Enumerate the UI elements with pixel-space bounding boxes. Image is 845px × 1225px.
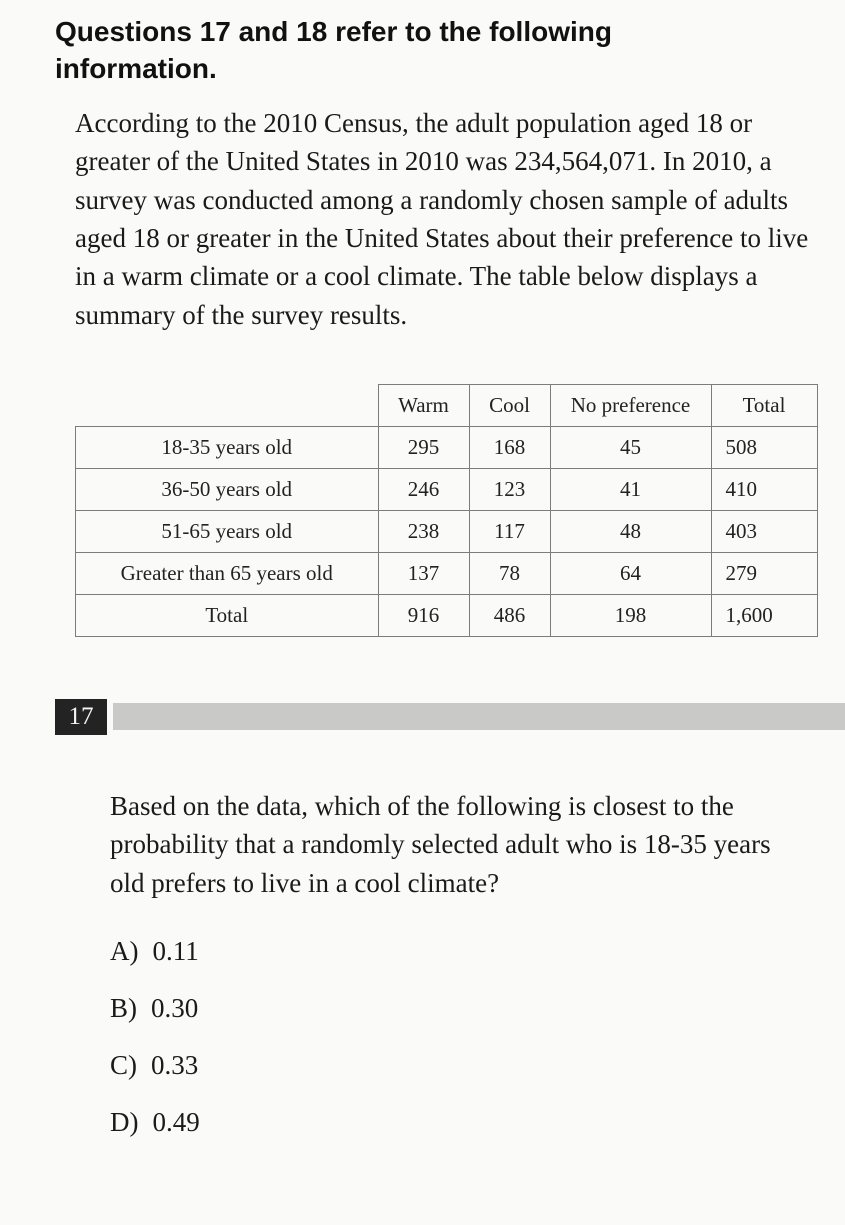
choice-a xyxy=(110,936,845,967)
choice-d xyxy=(110,1107,845,1138)
choice-b-value: 0.30 xyxy=(151,992,199,1023)
choice-a-value: 0.11 xyxy=(152,935,199,966)
table-cell: 123 xyxy=(469,468,550,510)
row-label: Total xyxy=(76,594,379,636)
table-header-row xyxy=(76,384,818,426)
section-heading: Questions 17 and 18 refer to the following information. xyxy=(55,16,612,84)
table-cell: 246 xyxy=(378,468,469,510)
table-cell: 48 xyxy=(550,510,711,552)
table-cell: 916 xyxy=(378,594,469,636)
table-cell: 295 xyxy=(378,426,469,468)
row-label: 18-35 years old xyxy=(76,426,379,468)
table-cell: 238 xyxy=(378,510,469,552)
table-cell: 198 xyxy=(550,594,711,636)
table-row xyxy=(76,510,818,552)
table-row xyxy=(76,552,818,594)
table-cell: 45 xyxy=(550,426,711,468)
table-cell: 137 xyxy=(378,552,469,594)
choice-c xyxy=(110,1050,845,1081)
row-label: Greater than 65 years old xyxy=(76,552,379,594)
column-header-no-preference: No preference xyxy=(550,384,711,426)
column-header-warm: Warm xyxy=(378,384,469,426)
table-cell: 64 xyxy=(550,552,711,594)
column-header-total: Total xyxy=(711,384,817,426)
table-cell: 168 xyxy=(469,426,550,468)
choice-d-value: 0.49 xyxy=(152,1106,200,1137)
choice-b-letter: B) xyxy=(110,992,137,1023)
row-label: 36-50 years old xyxy=(76,468,379,510)
table-cell: 486 xyxy=(469,594,550,636)
table-cell: 41 xyxy=(550,468,711,510)
choice-c-letter: C) xyxy=(110,1049,137,1080)
question-number-bar xyxy=(0,699,845,735)
table-cell: 410 xyxy=(711,468,817,510)
table-row-total xyxy=(76,594,818,636)
row-label: 51-65 years old xyxy=(76,510,379,552)
table-blank-corner xyxy=(76,384,379,426)
answer-choices xyxy=(110,936,845,1138)
question-number-badge: 17 xyxy=(55,699,107,735)
question-text: Based on the data, which of the following is closest to the probability that a randomly selected adult who is 18-35 years old prefers to live in a cool climate? xyxy=(110,790,771,898)
choice-d-letter: D) xyxy=(110,1106,139,1137)
table-cell: 508 xyxy=(711,426,817,468)
choice-c-value: 0.33 xyxy=(151,1049,199,1080)
survey-table xyxy=(75,384,818,637)
choice-b xyxy=(110,993,845,1024)
table-cell: 279 xyxy=(711,552,817,594)
table-cell: 403 xyxy=(711,510,817,552)
column-header-cool: Cool xyxy=(469,384,550,426)
intro-paragraph: According to the 2010 Census, the adult population aged 18 or greater of the United States in 2010 was 234,564,071. In 2010, a survey was conducted among a randomly chosen sample of adults aged 18 or greater in the United States about their preference to live in a warm climate or a cool climate. The table below displays a summary of the survey results. xyxy=(75,107,809,330)
table-row xyxy=(76,468,818,510)
table-cell: 78 xyxy=(469,552,550,594)
question-bar-divider xyxy=(113,703,845,730)
choice-a-letter: A) xyxy=(110,935,139,966)
table-cell: 117 xyxy=(469,510,550,552)
table-cell: 1,600 xyxy=(711,594,817,636)
table-row xyxy=(76,426,818,468)
